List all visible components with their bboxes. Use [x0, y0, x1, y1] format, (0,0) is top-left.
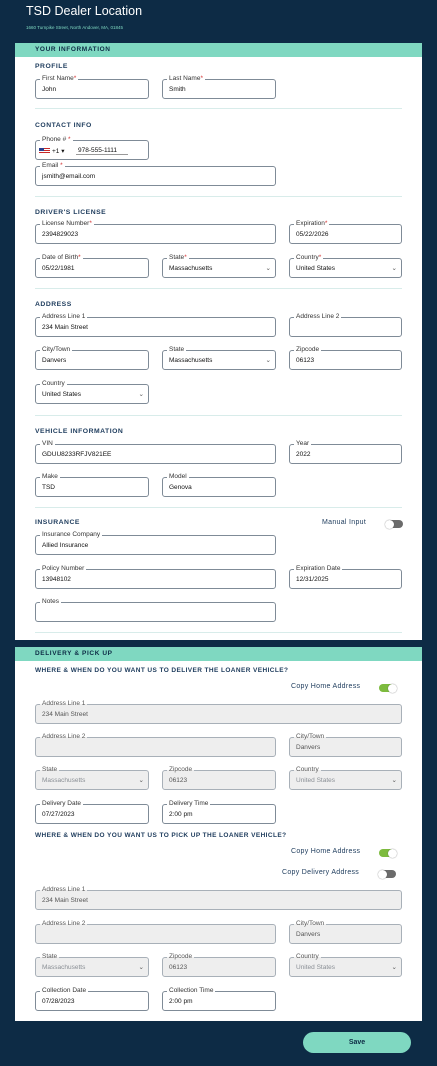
policy-number-value: 13948102 [42, 576, 71, 583]
zipcode-field[interactable] [289, 346, 402, 370]
required-marker: * [73, 75, 77, 82]
pickup-address-line2-label: Address Line 2 [42, 920, 86, 927]
make-field[interactable] [35, 473, 149, 497]
year-value: 2022 [296, 451, 311, 458]
pickup-address-line1-label: Address Line 1 [42, 886, 86, 893]
deliver-country-label: Country [296, 766, 319, 773]
pickup-zipcode-label: Zipcode [169, 953, 193, 960]
collection-date-value: 07/28/2023 [42, 998, 75, 1005]
pickup-state-select[interactable] [35, 953, 149, 977]
profile-section-title: PROFILE [35, 63, 68, 70]
last-name-label: Last Name [169, 75, 201, 82]
deliver-country-value: United States [296, 777, 336, 784]
address-line1-label: Address Line 1 [42, 313, 86, 320]
required-marker: * [60, 162, 63, 169]
manual-input-label: Manual Input [322, 519, 367, 526]
address-state-label: State [169, 346, 185, 353]
vin-value: GDUU8233RFJV821EE [42, 451, 112, 458]
toggle-knob [378, 870, 387, 879]
delivery-date-field[interactable] [35, 800, 149, 824]
city-label: City/Town [42, 346, 71, 353]
manual-input-toggle[interactable] [386, 520, 403, 528]
us-flag-icon[interactable] [39, 148, 50, 154]
license-expiration-field[interactable] [289, 220, 402, 244]
dealer-address: 1660 Turnpike Street, North Andover, MA, 01845 [26, 25, 124, 30]
address-state-value: Massachusetts [169, 357, 213, 364]
vehicle-section-title: VEHICLE INFORMATION [35, 428, 124, 435]
collection-time-value: 2:00 pm [169, 998, 193, 1005]
delivery-time-value: 2:00 pm [169, 811, 193, 818]
deliver-address-line1-field[interactable] [35, 700, 402, 724]
pickup-copy-home-toggle[interactable] [379, 849, 396, 857]
date-of-birth-label: Date of Birth [42, 254, 79, 261]
divider [35, 196, 402, 197]
chevron-down-icon: ⌄ [265, 265, 271, 272]
pickup-state-value: Massachusetts [42, 964, 86, 971]
deliver-state-select[interactable] [35, 766, 149, 790]
vin-label: VIN [42, 440, 53, 447]
toggle-knob [388, 684, 397, 693]
deliver-city-value: Danvers [296, 744, 321, 751]
collection-time-field[interactable] [162, 987, 276, 1011]
address-country-select[interactable] [35, 380, 149, 404]
insurance-expiration-field[interactable] [289, 565, 402, 589]
divider [35, 415, 402, 416]
pickup-zipcode-value: 06123 [169, 964, 188, 971]
deliver-address-line2-label: Address Line 2 [42, 733, 86, 740]
last-name-field[interactable] [162, 75, 276, 99]
divider [35, 632, 402, 633]
required-marker: * [184, 254, 187, 261]
license-country-label: Country [296, 254, 319, 261]
phone-label: Phone # [42, 136, 67, 143]
license-country-select[interactable] [289, 254, 402, 278]
deliver-state-label: State [42, 766, 58, 773]
notes-field[interactable] [35, 598, 276, 622]
address-country-label: Country [42, 380, 65, 387]
make-value: TSD [42, 484, 55, 491]
phone-value: 978-555-1111 [78, 147, 118, 154]
deliver-copy-home-toggle[interactable] [379, 684, 396, 692]
first-name-value: John [42, 86, 57, 93]
divider [35, 108, 402, 109]
deliver-zipcode-field[interactable] [162, 766, 276, 790]
pickup-address-line1-value: 234 Main Street [42, 897, 88, 904]
deliver-zipcode-value: 06123 [169, 777, 188, 784]
contact-section-title: CONTACT INFO [35, 122, 92, 129]
insurance-expiration-value: 12/31/2025 [296, 576, 329, 583]
vin-field[interactable] [35, 440, 276, 464]
email-field[interactable] [35, 162, 276, 186]
chevron-down-icon: ⌄ [138, 777, 144, 784]
pickup-address-line2-field[interactable] [35, 920, 276, 944]
required-marker: * [324, 220, 328, 227]
zipcode-label: Zipcode [296, 346, 320, 353]
make-label: Make [42, 473, 58, 480]
toggle-knob [385, 520, 394, 529]
deliver-state-value: Massachusetts [42, 777, 86, 784]
pickup-city-label: City/Town [296, 920, 325, 927]
deliver-question: WHERE & WHEN DO YOU WANT US TO DELIVER THE LOANER VEHICLE? [35, 667, 289, 674]
required-marker: * [318, 254, 322, 261]
chevron-down-icon: ⌄ [138, 391, 144, 398]
address-line2-field[interactable] [289, 313, 402, 337]
deliver-city-field[interactable] [289, 733, 402, 757]
deliver-zipcode-label: Zipcode [169, 766, 193, 773]
pickup-country-label: Country [296, 953, 319, 960]
save-button[interactable]: Save [303, 1032, 411, 1053]
date-of-birth-field[interactable] [35, 254, 149, 278]
chevron-down-icon: ⌄ [265, 357, 271, 364]
policy-number-label: Policy Number [42, 565, 85, 572]
date-of-birth-value: 05/22/1981 [42, 265, 75, 272]
email-value: jsmith@email.com [42, 173, 96, 180]
deliver-address-line1-label: Address Line 1 [42, 700, 86, 707]
license-state-select[interactable] [162, 254, 276, 278]
required-marker: * [89, 220, 92, 227]
deliver-city-label: City/Town [296, 733, 325, 740]
first-name-field[interactable] [35, 75, 149, 99]
address-state-select[interactable] [162, 346, 276, 370]
deliver-copy-home-label: Copy Home Address [291, 683, 361, 690]
address-line1-value: 234 Main Street [42, 324, 88, 331]
pickup-copy-home-label: Copy Home Address [291, 848, 361, 855]
deliver-address-line1-value: 234 Main Street [42, 711, 88, 718]
year-label: Year [296, 440, 310, 447]
license-country-value: United States [296, 265, 336, 272]
license-number-label: License Number [42, 220, 90, 227]
required-marker: * [68, 136, 71, 143]
email-label: Email [42, 162, 59, 169]
pickup-city-field[interactable] [289, 920, 402, 944]
zipcode-value: 06123 [296, 357, 315, 364]
address-section-title: ADDRESS [35, 301, 72, 308]
chevron-down-icon: ⌄ [391, 265, 397, 272]
pickup-city-value: Danvers [296, 931, 321, 938]
address-country-value: United States [42, 391, 82, 398]
delivery-time-label: Delivery Time [169, 800, 209, 807]
policy-number-field[interactable] [35, 565, 276, 589]
license-number-value: 2394829023 [42, 231, 79, 238]
deliver-country-select[interactable] [289, 766, 402, 790]
city-value: Danvers [42, 357, 67, 364]
chevron-down-icon: ⌄ [138, 964, 144, 971]
chevron-down-icon: ⌄ [391, 964, 397, 971]
phone-field[interactable] [35, 136, 149, 160]
collection-date-field[interactable] [35, 987, 149, 1011]
divider [35, 507, 402, 508]
pickup-zipcode-field[interactable] [162, 953, 276, 977]
pickup-copy-delivery-toggle[interactable] [379, 870, 396, 878]
pickup-country-select[interactable] [289, 953, 402, 977]
insurance-expiration-label: Expiration Date [296, 565, 341, 572]
toggle-knob [388, 849, 397, 858]
license-state-value: Massachusetts [169, 265, 213, 272]
phone-underline [76, 154, 128, 155]
pickup-state-label: State [42, 953, 58, 960]
license-expiration-value: 05/22/2026 [296, 231, 329, 238]
first-name-label: First Name [42, 75, 74, 82]
delivery-pickup-header: DELIVERY & PICK UP [15, 647, 422, 661]
license-state-label: State [169, 254, 185, 261]
notes-label: Notes [42, 598, 59, 605]
model-label: Model [169, 473, 187, 480]
country-code[interactable]: +1 ▾ [52, 148, 65, 155]
pickup-address-line1-field[interactable] [35, 886, 402, 910]
license-expiration-label: Expiration [296, 220, 325, 227]
collection-date-label: Collection Date [42, 987, 87, 994]
city-field[interactable] [35, 346, 149, 370]
delivery-date-label: Delivery Date [42, 800, 82, 807]
insurance-company-field[interactable] [35, 531, 276, 555]
required-marker: * [78, 254, 81, 261]
pickup-copy-delivery-label: Copy Delivery Address [282, 869, 360, 876]
chevron-down-icon: ⌄ [391, 777, 397, 784]
pickup-country-value: United States [296, 964, 336, 971]
model-value: Genova [169, 484, 192, 491]
year-field[interactable] [289, 440, 402, 464]
deliver-address-line2-field[interactable] [35, 733, 276, 757]
your-information-header: YOUR INFORMATION [15, 43, 422, 57]
license-number-field[interactable] [35, 220, 276, 244]
insurance-company-label: Insurance Company [42, 531, 101, 538]
insurance-section-title: INSURANCE [35, 519, 80, 526]
address-line1-field[interactable] [35, 313, 276, 337]
insurance-company-value: Allied Insurance [42, 542, 89, 549]
dealer-title: TSD Dealer Location [26, 4, 143, 18]
model-field[interactable] [162, 473, 276, 497]
pickup-question: WHERE & WHEN DO YOU WANT US TO PICK UP THE LOANER VEHICLE? [35, 832, 287, 839]
collection-time-label: Collection Time [169, 987, 214, 994]
delivery-time-field[interactable] [162, 800, 276, 824]
address-line2-label: Address Line 2 [296, 313, 340, 320]
last-name-value: Smith [169, 86, 186, 93]
license-section-title: DRIVER'S LICENSE [35, 209, 107, 216]
divider [35, 288, 402, 289]
delivery-date-value: 07/27/2023 [42, 811, 75, 818]
required-marker: * [200, 75, 203, 82]
